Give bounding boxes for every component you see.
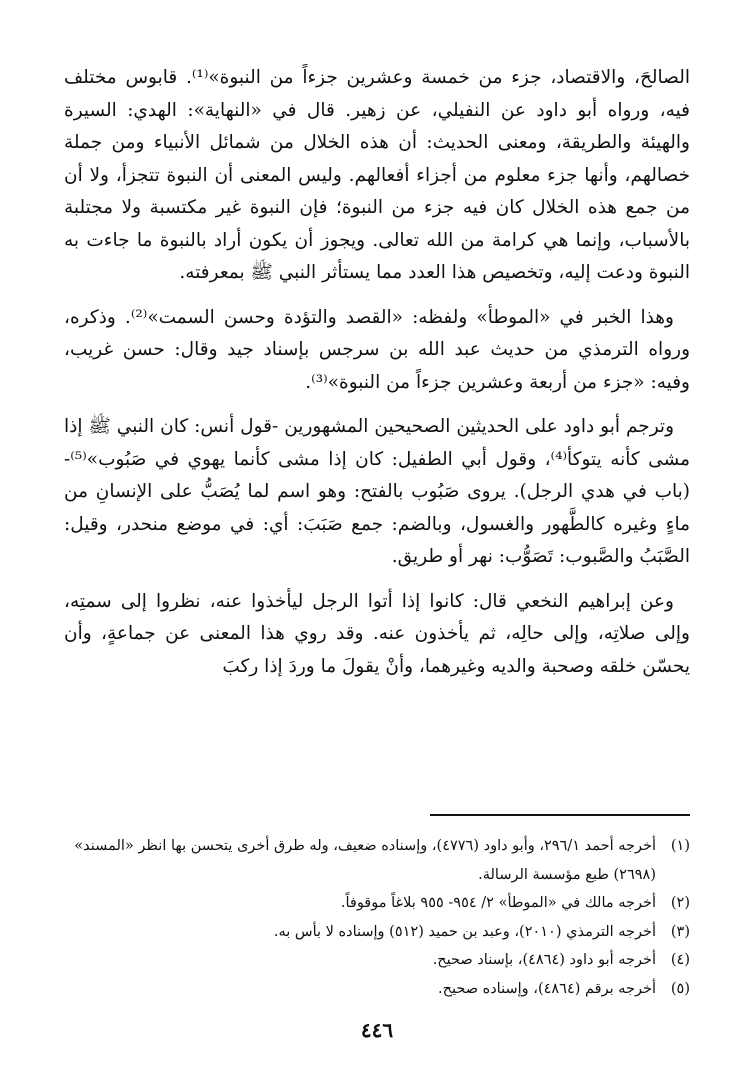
paragraph-4: وعن إبراهيم النخعي قال: كانوا إذا أتوا الرجل ليأخذوا عنه، نظروا إلى سمتِه، وإلى صلاتِه، وإلى حالِه، ثم يأخذون عنه. وقد روي هذا المعنى عن جماعةٍ، وأن يحسّن خلقه وصحبة والديه وغيرهما، وأنْ يقولَ ما وردَ إذا ركبَ — [64, 590, 690, 677]
paragraph-2: وهذا الخبر في «الموطأ» ولفظه: «القصد والتؤدة وحسن السمت»⁽²⁾. وذكره، ورواه الترمذي من حديث عبد الله بن سرجس بإسناد جيد وقال: حسن غريب، وفيه: «جزء من أربعة وعشرين جزءاً من النبوة»⁽³⁾. — [64, 306, 690, 393]
footnote-number: (٤) — [670, 952, 690, 968]
footnote-text: أخرجه أبو داود (٤٨٦٤)، بإسناد صحيح. — [432, 952, 656, 968]
footnote-text: أخرجه أحمد ٢٩٦/١، وأبو داود (٤٧٧٦)، وإسناده ضعيف، وله طرق أخرى يتحسن بها انظر «المسند» (٢٦٩٨) طبع مؤسسة الرسالة. — [74, 838, 656, 883]
footnote-text: أخرجه الترمذي (٢٠١٠)، وعبد بن حميد (٥١٢) وإسناده لا بأس به. — [273, 923, 656, 940]
page-number: ٤٤٦ — [360, 1018, 394, 1042]
footnote-item — [64, 975, 690, 1004]
paragraph-3: وترجم أبو داود على الحديثين الصحيحين المشهورين -قول أنس: كان النبي ﷺ إذا مشى كأنه يتوكأ⁽⁴⁾، وقول أبي الطفيل: كان إذا مشى كأنما يهوي في صَبُوب»⁽⁵⁾- (باب في هدي الرجل). يروى صَبُوب بالفتح: وهو اسم لما يُصَبُّ على الإنسانِ من ماءٍ وغيره كالطَّهور والغسول، وبالضم: جمع صَبَبَ: أي: في موضع منحدر، وقيل: الصَّبَبُ والصَّبوب: تَصَوُّب: نهر أو طريق. — [64, 416, 690, 567]
footnote-text: أخرجه برقم (٤٨٦٤)، وإسناده صحيح. — [438, 980, 656, 997]
footnote-number: (٣) — [670, 923, 690, 940]
footnote-number: (٥) — [670, 980, 690, 997]
footnote-item — [64, 832, 690, 889]
footnote-number: (١) — [670, 838, 690, 854]
footnote-text: أخرجه مالك في «الموطأ» ٢/ ٩٥٤- ٩٥٥ بلاغاً موقوفاً. — [340, 895, 656, 911]
footnote-item — [64, 946, 690, 975]
footnote-item — [64, 918, 690, 947]
main-text — [64, 62, 690, 695]
paragraph-1: الصالحَ، والاقتصاد، جزء من خمسة وعشرين جزءاً من النبوة»⁽¹⁾. قابوس مختلف فيه، ورواه أبو داود عن النفيلي، عن زهير. قال في «النهاية»: الهدي: السيرة والهيئة والطريقة، ومعنى الحديث: أن هذه الخلال من شمائل الأنبياء ومن جملة خصالهم، وأنها جزء معلوم من أجزاء أفعالهم. وليس المعنى أن النبوة تتجزأ، ولا أن من جمع هذه الخلال كان فيه جزء من النبوة؛ فإن النبوة غير مكتسبة ولا مجتلبة بالأسباب، وإنما هي كرامة من الله تعالى. ويجوز أن يكون أراد بالنبوة ما جاءت به النبوة ودعت إليه، وتخصيص هذا العدد مما يستأثر النبي ﷺ بمعرفته. — [64, 67, 690, 283]
footnote-number: (٢) — [670, 895, 690, 911]
footnote-divider — [430, 814, 690, 816]
footnotes — [64, 832, 690, 1003]
footnote-item — [64, 889, 690, 918]
